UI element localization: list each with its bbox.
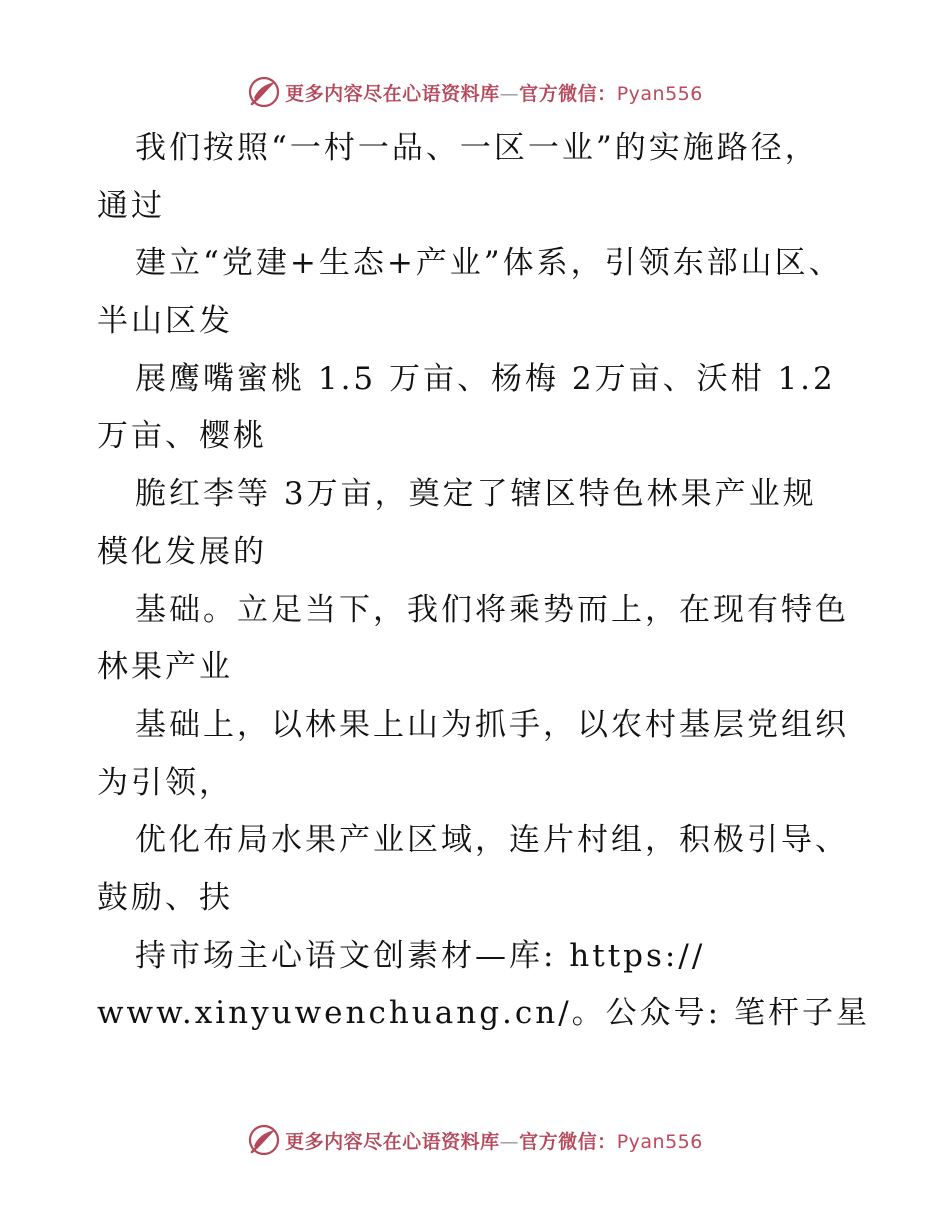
document-body [97, 120, 877, 1043]
text-line: 展鹰嘴蜜桃 1.5 万亩、杨梅 2万亩、沃柑 1.2 [135, 360, 836, 397]
banner-text: 更多内容尽在心语资料库—官方微信：Pyan556 [285, 1130, 703, 1153]
text-line: 通过 [97, 187, 165, 224]
text-line: 持市场主心语文创素材—库: https:// [135, 937, 706, 974]
text-line: 基础上，以林果上山为抓手，以农村基层党组织 [135, 706, 849, 743]
text-line: 模化发展的 [97, 533, 267, 570]
text-line: 万亩、樱桃 [97, 418, 267, 455]
text-line: 基础。立足当下，我们将乘势而上，在现有特色 [135, 591, 849, 628]
text-line: 我们按照“一村一品、一区一业”的实施路径， [135, 130, 819, 166]
text-line: 脆红李等 3万亩，奠定了辖区特色林果产业规 [135, 476, 817, 513]
footer-banner [0, 1120, 950, 1160]
text-line: 为引领， [97, 764, 233, 801]
text-line: 半山区发 [97, 303, 233, 340]
header-banner [0, 72, 950, 112]
text-line: 建立“党建+生态+产业”体系，引领东部山区、 [135, 245, 843, 282]
text-line: 优化布局水果产业区域，连片村组，积极引导、 [135, 822, 849, 859]
text-line: 林果产业 [97, 649, 233, 686]
pen-logo-icon [247, 75, 281, 109]
pen-logo-icon [247, 1123, 281, 1157]
banner-text: 更多内容尽在心语资料库—官方微信：Pyan556 [285, 82, 703, 105]
text-line: www.xinyuwenchuang.cn/。公众号: 笔杆子星 [97, 995, 870, 1032]
text-line: 鼓励、扶 [97, 879, 233, 916]
